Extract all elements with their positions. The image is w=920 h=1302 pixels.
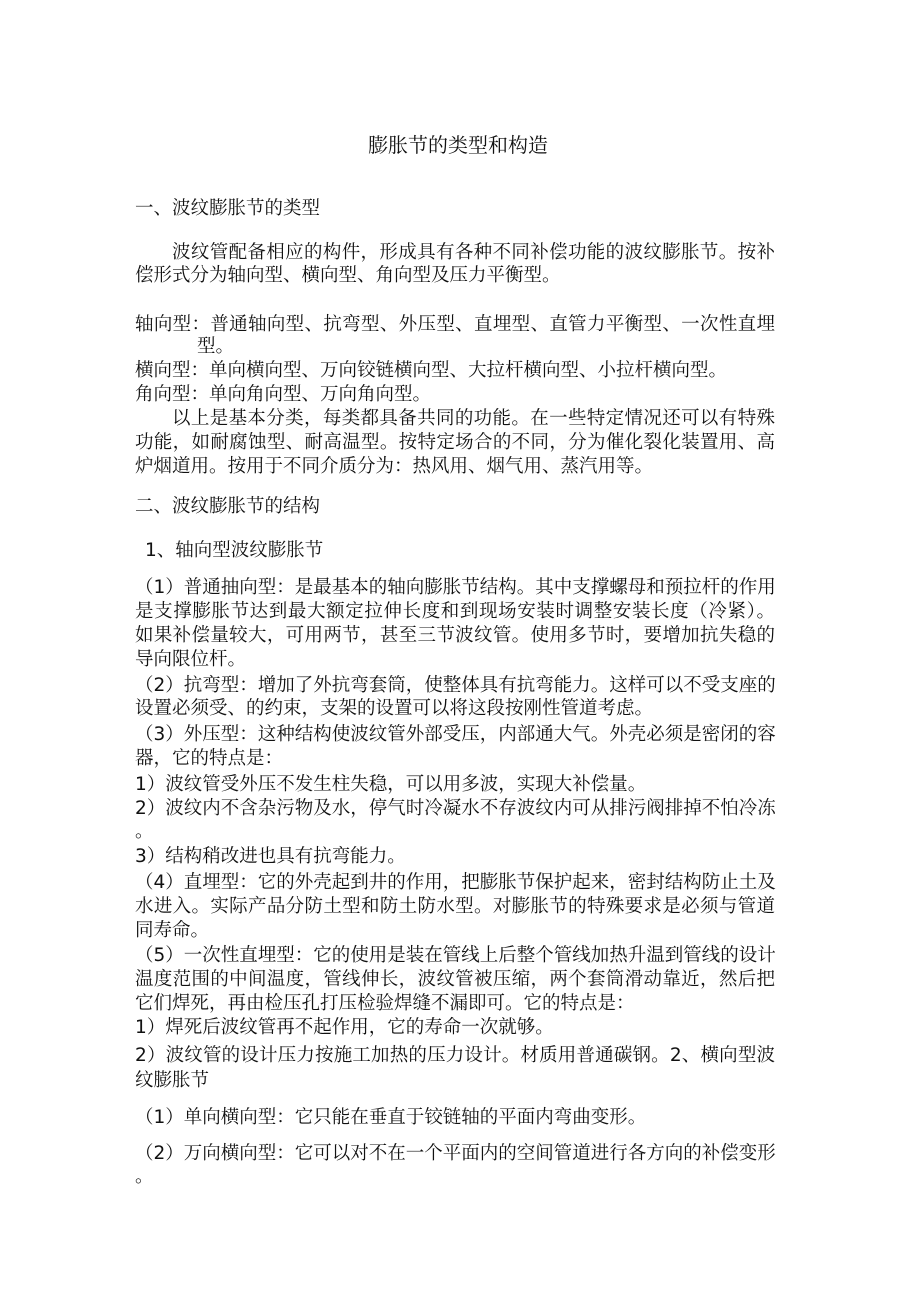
paragraph-line: 波纹管配备相应的构件，形成具有各种不同补偿功能的波纹膨胀节。按补 xyxy=(172,242,775,263)
paragraph-line: 2）波纹管的设计压力按施工加热的压力设计。材质用普通碳钢。2、横向型波 xyxy=(135,1045,775,1066)
paragraph-line: 炉烟道用。按用于不同介质分为：热风用、烟气用、蒸汽用等。 xyxy=(135,456,654,477)
paragraph-line: 温度范围的中间温度，管线伸长，波纹管被压缩，两个套筒滑动靠近，然后把 xyxy=(135,969,775,990)
paragraph-line: 是支撑膨胀节达到最大额定拉伸长度和到现场安装时调整安装长度（冷紧）。 xyxy=(135,601,775,622)
section-heading: 一、波纹膨胀节的类型 xyxy=(135,198,321,219)
paragraph-line: 2）波纹内不含杂污物及水，停气时冷凝水不存波纹内可从排污阀排掉不怕冷冻 xyxy=(135,798,776,819)
paragraph-line: （2）万向横向型：它可以对不在一个平面内的空间管道进行各方向的补偿变形 xyxy=(135,1143,776,1164)
paragraph-line: （2）抗弯型：增加了外抗弯套筒，使整体具有抗弯能力。这样可以不受支座的 xyxy=(135,675,776,696)
paragraph-line: （5）一次性直埋型：它的使用是装在管线上后整个管线加热升温到管线的设计 xyxy=(135,945,776,966)
paragraph-line: 。 xyxy=(135,1166,154,1187)
paragraph-line: 它们焊死，再由检压孔打压检验焊缝不漏即可。它的特点是： xyxy=(135,993,635,1014)
paragraph-line: （1）单向横向型：它只能在垂直于铰链轴的平面内弯曲变形。 xyxy=(135,1107,647,1128)
paragraph-line: 角向型：单向角向型、万向角向型。 xyxy=(135,384,432,405)
paragraph-line: 设置必须受、的约束，支架的设置可以将这段按刚性管道考虑。 xyxy=(135,698,654,719)
paragraph-line: 导向限位杆。 xyxy=(135,649,247,670)
paragraph-line: 功能，如耐腐蚀型、耐高温型。按特定场合的不同，分为催化裂化装置用、高 xyxy=(135,432,775,453)
paragraph-line: 1）波纹管受外压不发生柱失稳，可以用多波，实现大补偿量。 xyxy=(135,774,647,795)
paragraph-line: 横向型：单向横向型、万向铰链横向型、大拉杆横向型、小拉杆横向型。 xyxy=(135,360,728,381)
section-heading: 二、波纹膨胀节的结构 xyxy=(135,496,321,517)
paragraph-line: （3）外压型：这种结构使波纹管外部受压，内部通大气。外壳必须是密闭的容 xyxy=(135,724,776,745)
paragraph-line: 同寿命。 xyxy=(135,920,210,941)
paragraph-line: （4）直埋型：它的外壳起到井的作用，把膨胀节保护起来，密封结构防止土及 xyxy=(135,872,776,893)
paragraph-line: 器，它的特点是： xyxy=(135,748,284,769)
paragraph-line: 以上是基本分类，每类都具备共同的功能。在一些特定情况还可以有特殊 xyxy=(172,408,775,429)
paragraph-line: 纹膨胀节 xyxy=(135,1070,210,1091)
paragraph-line: （1）普通抽向型：是最基本的轴向膨胀节结构。其中支撑螺母和预拉杆的作用 xyxy=(135,577,776,598)
paragraph-line: 偿形式分为轴向型、横向型、角向型及压力平衡型。 xyxy=(135,265,561,286)
document-title: 膨胀节的类型和构造 xyxy=(368,133,548,157)
paragraph-line: 1）焊死后波纹管再不起作用，它的寿命一次就够。 xyxy=(135,1017,554,1038)
paragraph-line: 型。 xyxy=(197,336,235,357)
paragraph-line: 3）结构稍改进也具有抗弯能力。 xyxy=(135,846,406,867)
paragraph-line: 水进入。实际产品分防土型和防土防水型。对膨胀节的特殊要求是必须与管道 xyxy=(135,896,775,917)
subsection-heading: 1、轴向型波纹膨胀节 xyxy=(145,540,324,561)
paragraph-line: 如果补偿量较大，可用两节，甚至三节波纹管。使用多节时，要增加抗失稳的 xyxy=(135,625,775,646)
paragraph-line: 。 xyxy=(135,821,154,842)
paragraph-line: 轴向型：普通轴向型、抗弯型、外压型、直埋型、直管力平衡型、一次性直埋 xyxy=(135,314,775,335)
